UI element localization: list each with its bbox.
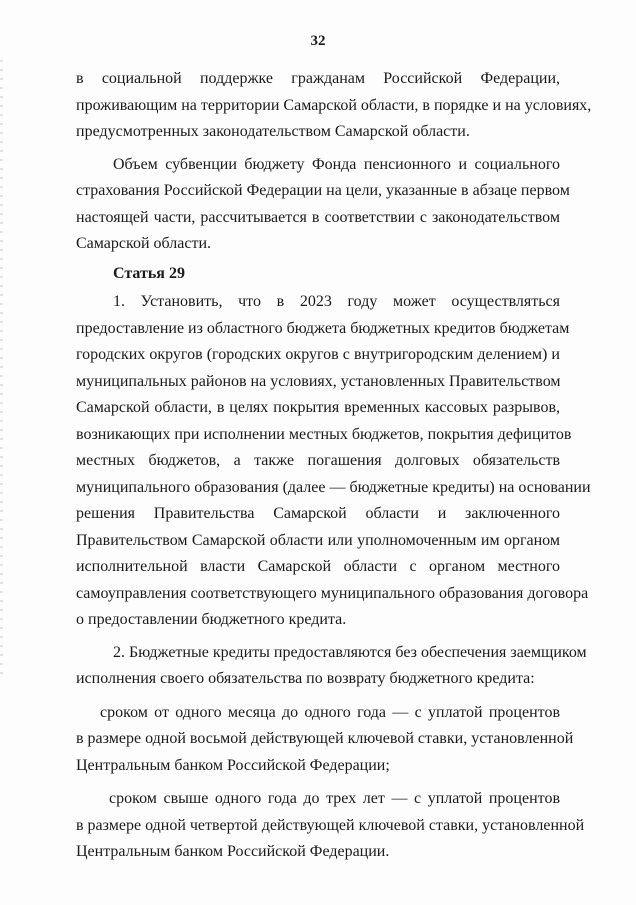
text-line: исполнения своего обязательства по возврату бюджетного кредита: <box>76 670 535 687</box>
text-line: в размере одной восьмой действующей ключевой ставки, установленной <box>76 730 574 747</box>
text-line: 2. Бюджетные кредиты предоставляются без обеспечения заемщиком <box>113 643 587 661</box>
article-heading: Статья 29 <box>113 264 185 282</box>
text-line: решения Правительства Самарской области и заключенного <box>76 505 560 522</box>
text-line: в размере одной четвертой действующей ключевой ставки, установленной <box>76 816 585 834</box>
text-line: сроком свыше одного года до трех лет — с уплатой процентов <box>109 790 560 807</box>
text-line: городских округов (городских округов с внутригородским делением) и <box>76 346 560 363</box>
text-line: Объем субвенции бюджету Фонда пенсионного и социального <box>113 155 560 173</box>
text-line: муниципальных районов на условиях, установленных Правительством <box>76 372 561 390</box>
text-line: 1. Установить, что в 2023 году может осуществляться <box>113 293 560 310</box>
text-line: исполнительной власти Самарской области с органом местного <box>76 558 560 575</box>
text-line: Правительством Самарской области или уполномоченным им органом <box>76 531 560 549</box>
text-line: муниципального образования (далее — бюджетные кредиты) на основании <box>76 478 591 496</box>
text-line: сроком от одного месяца до одного года — с уплатой процентов <box>100 703 560 721</box>
scan-edge-artifact <box>0 60 3 680</box>
text-line: местных бюджетов, а также погашения долговых обязательств <box>76 452 560 469</box>
text-line: предусмотренных законодательством Самарской области. <box>76 123 470 140</box>
text-line: о предоставлении бюджетного кредита. <box>76 611 347 628</box>
text-line: Центральным банком Российской Федерации; <box>76 756 390 774</box>
text-line: настоящей части, рассчитывается в соответствии с законодательством <box>76 208 560 226</box>
document-body <box>76 66 592 866</box>
text-line: возникающих при исполнении местных бюджетов, покрытия дефицитов <box>76 425 572 443</box>
text-line: Самарской области, в целях покрытия временных кассовых разрывов, <box>76 399 560 416</box>
text-line: предоставление из областного бюджета бюджетных кредитов бюджетам <box>76 319 570 337</box>
page-number: 32 <box>310 33 326 49</box>
text-line: в социальной поддержке гражданам Российской Федерации, <box>76 70 560 87</box>
text-line: Самарской области. <box>76 235 211 252</box>
text-line: Центральным банком Российской Федерации. <box>76 843 390 860</box>
text-line: самоуправления соответствующего муниципального образования договора <box>76 584 589 602</box>
text-line: проживающим на территории Самарской области, в порядке и на условиях, <box>76 96 592 114</box>
text-line: страхования Российской Федерации на цели, указанные в абзаце первом <box>76 182 570 199</box>
